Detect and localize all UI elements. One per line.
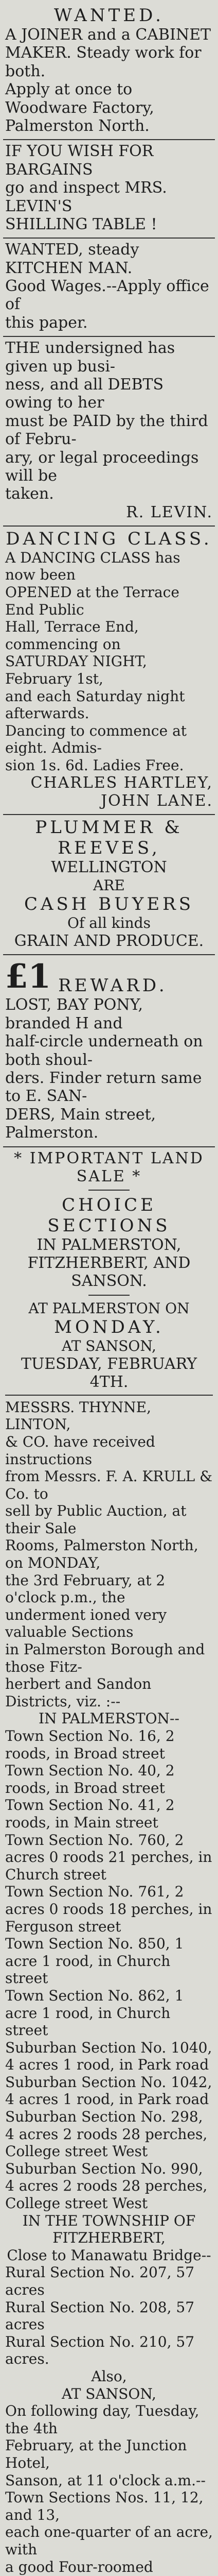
sale-intro-line: sell by Public Auction, at their Sale <box>5 1502 213 1537</box>
ad-line: DERS, Main street, Palmerston. <box>5 1106 213 1142</box>
ad-line: ders. Finder return same to E. SAN- <box>5 1069 213 1106</box>
ad-line: ary, or legal proceedings will be <box>5 449 213 485</box>
section-line: Rural Section No. 208, 57 acres <box>5 2299 213 2333</box>
ad-title: WANTED. <box>5 5 213 26</box>
sale-at: AT SANSON, <box>5 1337 213 1355</box>
section-line: Rural Section No. 207, 57 acres <box>5 2264 213 2298</box>
sale-intro-line: in Palmerston Borough and those Fitz- <box>5 1641 213 1675</box>
section-line: Town Section No. 862, 1 acre 1 rood, in Church street <box>5 1987 213 2039</box>
sanson-sections <box>5 2402 213 2576</box>
fitzherbert-sections <box>5 2264 213 2368</box>
also-label: Also, <box>5 2368 213 2385</box>
ad-line: IF YOU WISH FOR BARGAINS <box>5 142 213 179</box>
section-line: On following day, Tuesday, the 4th <box>5 2402 213 2437</box>
ad-debts-notice <box>3 337 215 527</box>
sale-group-head: IN PALMERSTON-- <box>5 1710 213 1727</box>
section-line: each one-quarter of an acre, with <box>5 2523 213 2558</box>
ad-line: MAKER. Steady work for both. <box>5 44 213 80</box>
section-line: Town Sections Nos. 11, 12, and 13, <box>5 2489 213 2523</box>
ad-wanted-joiner <box>3 3 215 140</box>
section-line: Town Section No. 40, 2 roods, in Broad street <box>5 1762 213 1797</box>
ad-line: must be PAID by the third of Febru- <box>5 412 213 449</box>
sale-day: TUESDAY, FEBRUARY 4TH. <box>5 1355 213 1392</box>
section-line: Town Section No. 16, 2 roods, in Broad street <box>5 1727 213 1762</box>
ad-line: Good Wages.--Apply office of <box>5 277 213 314</box>
ad-column <box>3 3 215 2576</box>
ad-line: Hall, Terrace End, commencing on <box>5 618 213 653</box>
sale-day: MONDAY. <box>5 1317 213 1337</box>
sale-title: * IMPORTANT LAND SALE * <box>5 1149 213 1185</box>
ad-line: WANTED, steady KITCHEN MAN. <box>5 241 213 277</box>
divider <box>5 1395 213 1396</box>
sale-places: IN PALMERSTON, FITZHERBERT, AND SANSON. <box>5 1236 213 1291</box>
ad-line: go and inspect MRS. LEVIN'S <box>5 179 213 215</box>
sale-at: AT SANSON, <box>5 2385 213 2403</box>
section-line: Town Section No. 850, 1 acre 1 rood, in Church street <box>5 1935 213 1987</box>
ad-title: REWARD. <box>58 975 168 996</box>
ad-title: DANCING CLASS. <box>5 529 213 549</box>
sale-intro <box>5 1399 213 1710</box>
ad-line: GRAIN AND PRODUCE. <box>5 932 213 950</box>
ad-bargains <box>3 140 215 239</box>
ad-line: CASH BUYERS <box>5 894 213 914</box>
ad-line: half-circle underneath on both shoul- <box>5 1032 213 1069</box>
sale-group-head: IN THE TOWNSHIP OF FITZHERBERT, <box>5 2212 213 2247</box>
divider <box>88 1190 130 1191</box>
divider <box>88 1295 130 1296</box>
ad-line: taken. <box>5 485 213 503</box>
section-line: February, at the Junction Hotel, <box>5 2437 213 2471</box>
section-line: Town Section No. 41, 2 roods, in Main street <box>5 1797 213 1831</box>
ad-line: sion 1s. 6d. Ladies Free. <box>5 757 213 774</box>
section-line: Suburban Section No. 1042, 4 acres 1 rood, in Park road <box>5 2074 213 2108</box>
ad-kitchen-man <box>3 239 215 337</box>
ad-line: THE undersigned has given up busi- <box>5 339 213 376</box>
ad-land-sale <box>3 1147 215 2576</box>
ad-line: ness, and all DEBTS owing to her <box>5 376 213 412</box>
sale-group-sub: Close to Manawatu Bridge-- <box>5 2247 213 2264</box>
ad-line: Apply at once to Woodware Factory, <box>5 80 213 117</box>
signature: JOHN LANE. <box>5 792 213 810</box>
section-line: Suburban Section No. 1040, 4 acres 1 rood, in Park road <box>5 2039 213 2074</box>
signature: CHARLES HARTLEY, <box>5 774 213 792</box>
section-line: Suburban Section No. 990, 4 acres 2 roods 28 perches, College street West <box>5 2160 213 2212</box>
ad-title: PLUMMER & REEVES, <box>5 817 213 858</box>
sale-intro-line: from Messrs. F. A. KRULL & Co. to <box>5 1468 213 1502</box>
ad-line: OPENED at the Terrace End Public <box>5 584 213 618</box>
sale-intro-line: the 3rd February, at 2 o'clock p.m., the <box>5 1572 213 1606</box>
ad-subtitle: WELLINGTON <box>5 858 213 876</box>
ad-line: A JOINER and a CABINET <box>5 26 213 44</box>
ad-line: SATURDAY NIGHT, February 1st, <box>5 653 213 687</box>
section-line: Rural Section No. 210, 57 acres. <box>5 2333 213 2368</box>
ad-line: Palmerston North. <box>5 117 213 135</box>
reward-header <box>5 957 213 996</box>
section-line: a good Four-roomed <box>5 2558 213 2576</box>
ad-line: this paper. <box>5 314 213 332</box>
ad-line: Dancing to commence at eight. Admis- <box>5 722 213 757</box>
sale-intro-line: herbert and Sandon Districts, viz. :-- <box>5 1675 213 1710</box>
section-line: Suburban Section No. 298, 4 acres 2 roods 28 perches, College street West <box>5 2108 213 2160</box>
ad-line: and each Saturday night afterwards. <box>5 688 213 722</box>
section-line: Town Section No. 761, 2 acres 0 roods 18 perches, in Ferguson street <box>5 1883 213 1935</box>
sale-intro-line: MESSRS. THYNNE, LINTON, <box>5 1399 213 1433</box>
sale-intro-line: Rooms, Palmerston North, on MONDAY, <box>5 1537 213 1571</box>
ad-line: A DANCING CLASS has now been <box>5 549 213 584</box>
ad-reward <box>3 955 215 1147</box>
sale-at: AT PALMERSTON ON <box>5 1300 213 1317</box>
section-line: Town Section No. 760, 2 acres 0 roods 21 perches, in Church street <box>5 1832 213 1884</box>
section-line: Sanson, at 11 o'clock a.m.-- <box>5 2472 213 2489</box>
sale-intro-line: underment ioned very valuable Sections <box>5 1606 213 1641</box>
ad-dancing-class <box>3 527 215 816</box>
ad-line: Of all kinds <box>5 914 213 932</box>
ad-plummer-reeves <box>3 815 215 955</box>
palmerston-sections <box>5 1727 213 2212</box>
sale-intro-line: & CO. have received instructions <box>5 1433 213 1468</box>
ad-line: SHILLING TABLE ! <box>5 215 213 233</box>
sale-subtitle: CHOICE SECTIONS <box>5 1195 213 1236</box>
ad-line: ARE <box>5 877 213 894</box>
signature: R. LEVIN. <box>5 503 213 521</box>
ad-line: LOST, BAY PONY, branded H and <box>5 996 213 1032</box>
reward-amount: £1 <box>5 957 51 996</box>
